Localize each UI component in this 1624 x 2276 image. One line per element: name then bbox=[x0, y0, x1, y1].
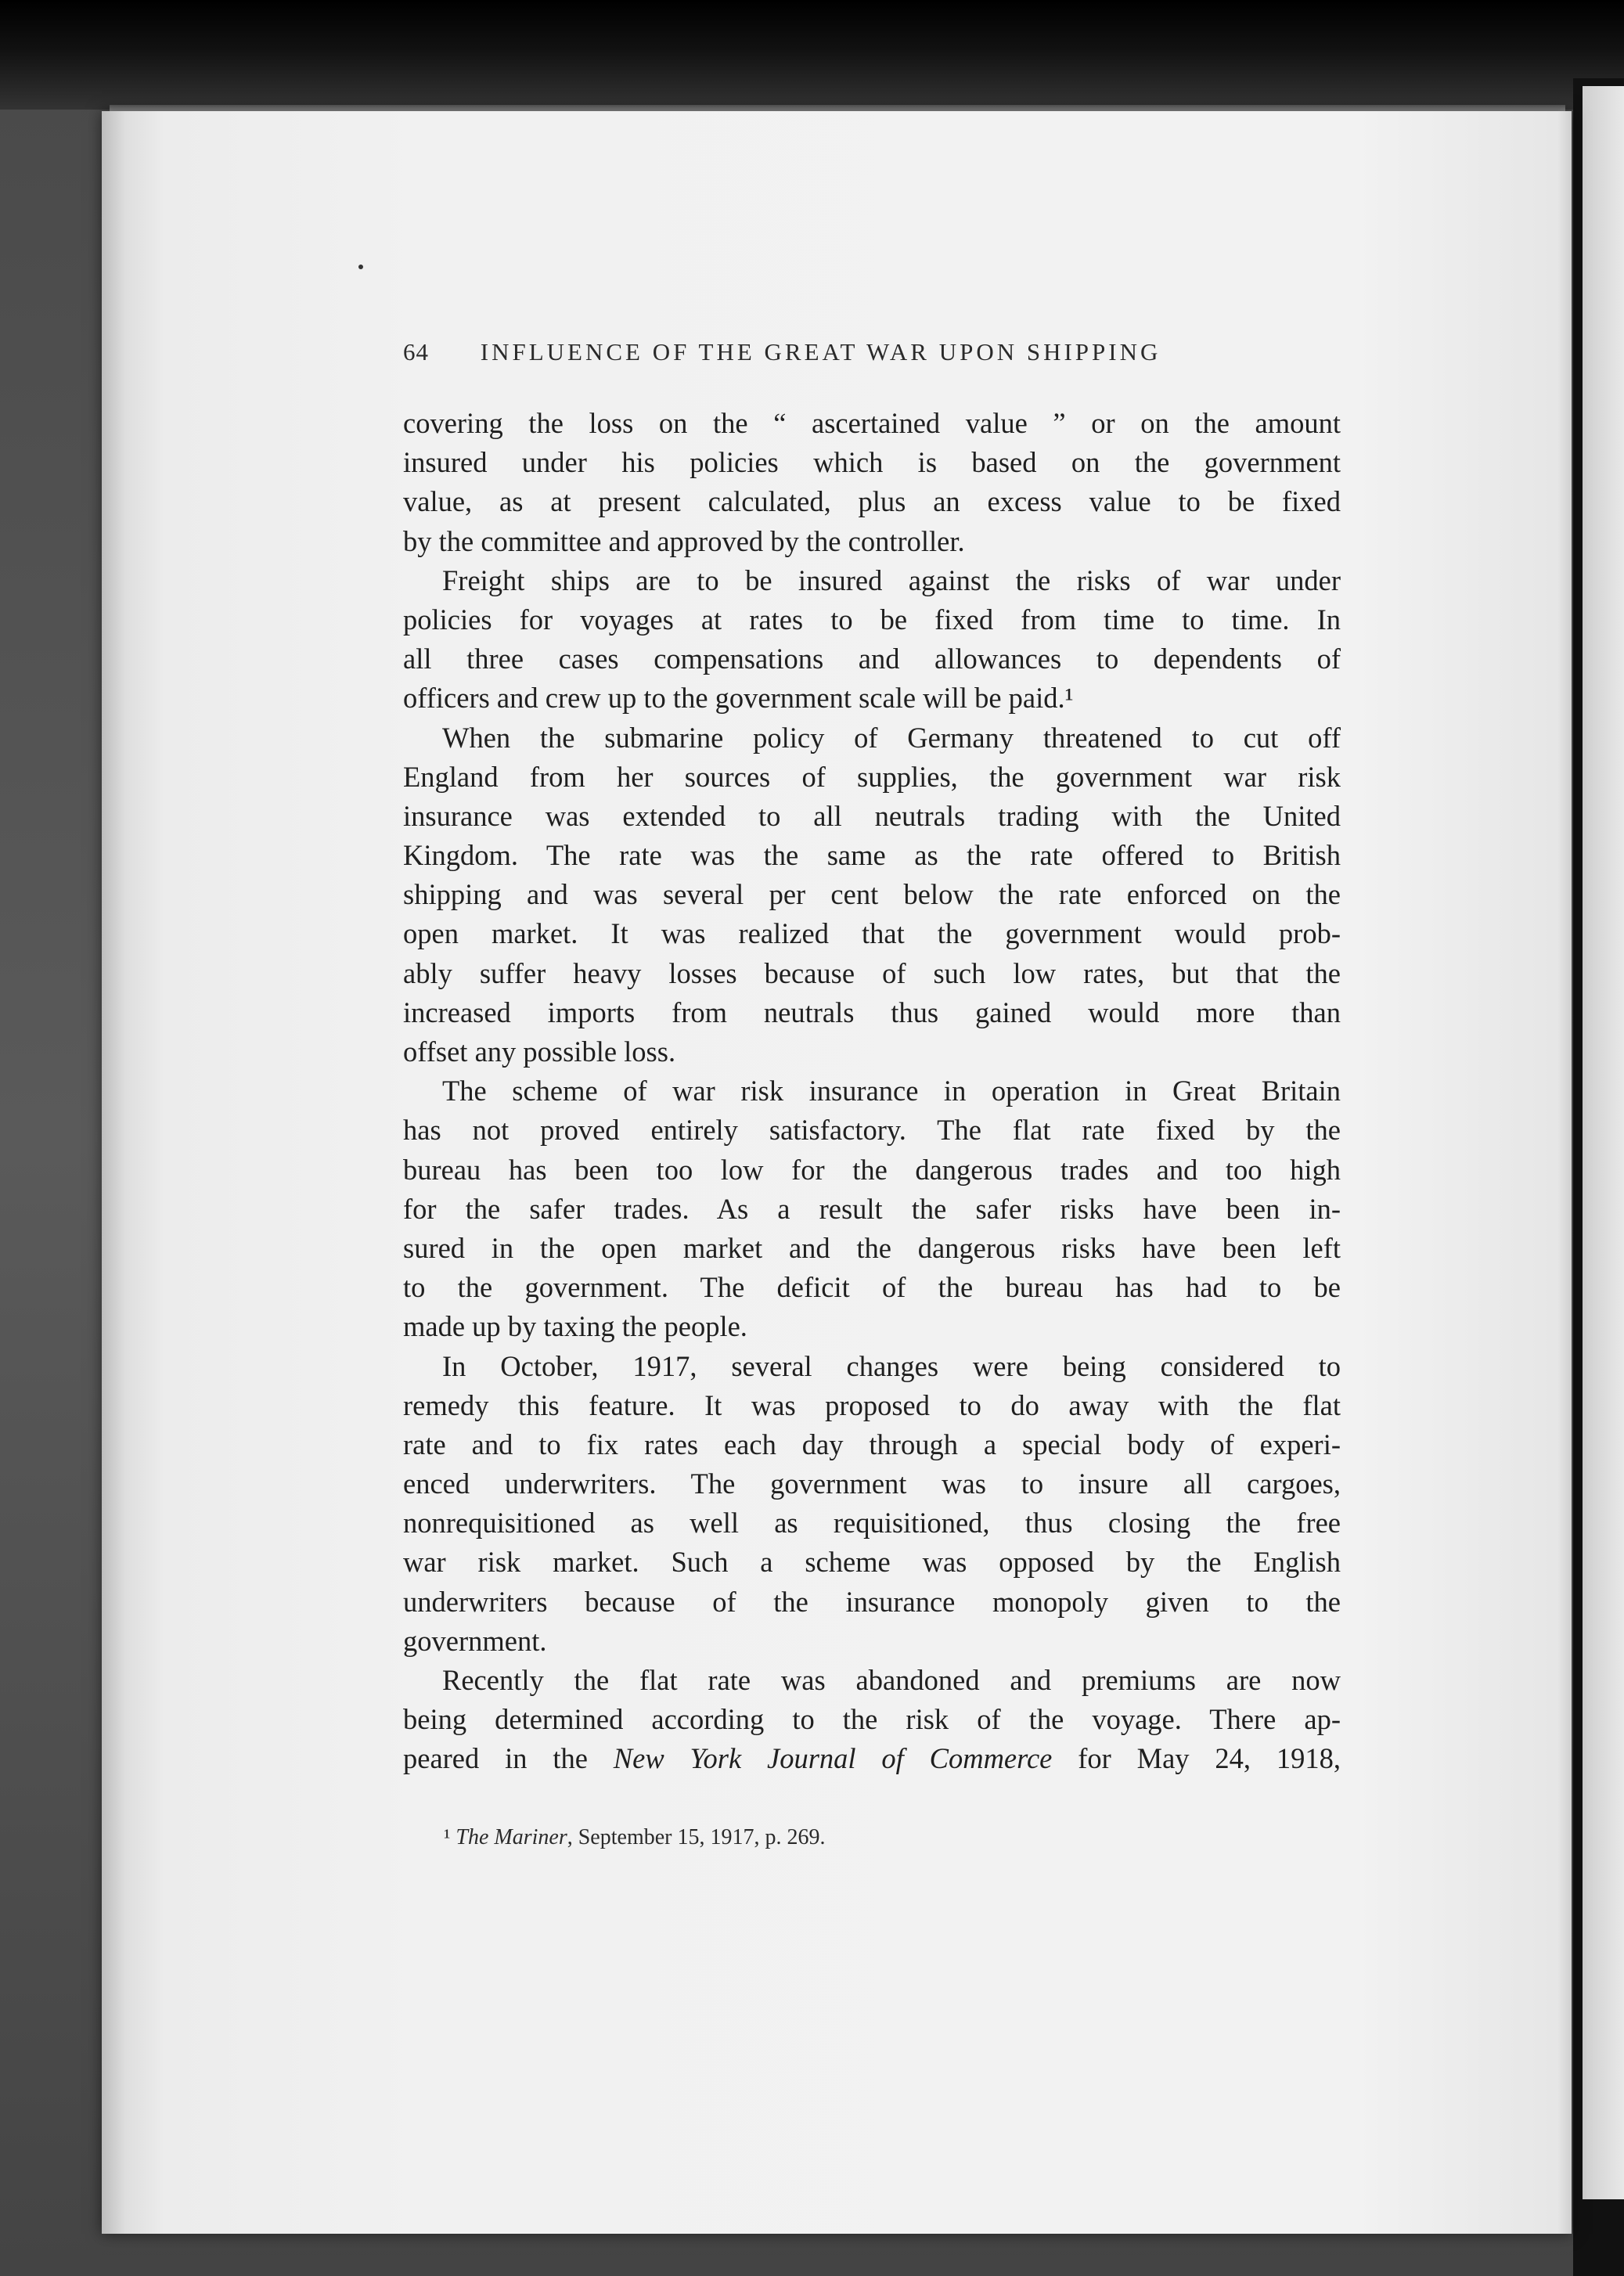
paragraph-first-line: In October, 1917, several changes were being considered to bbox=[442, 1349, 1341, 1382]
text-line: war risk market. Such a scheme was opposed by the English bbox=[403, 1546, 1341, 1579]
footnote bbox=[444, 1824, 1336, 1852]
text-line: covering the loss on the “ ascertained value ” or on the amount bbox=[403, 407, 1341, 439]
publication-title: New York Journal of Commerce bbox=[613, 1742, 1053, 1775]
body-text bbox=[403, 404, 1341, 1779]
footnote-citation: , September 15, 1917, p. 269. bbox=[567, 1825, 826, 1849]
text-line: rate and to fix rates each day through a special body of experi- bbox=[403, 1428, 1341, 1460]
text-line: Kingdom. The rate was the same as the rate offered to British bbox=[403, 839, 1341, 872]
dust-speck bbox=[358, 265, 363, 269]
text-line: government. bbox=[403, 1624, 547, 1657]
text-line: sured in the open market and the dangerous risks have been left bbox=[403, 1231, 1341, 1264]
text-line: underwriters because of the insurance monopoly given to the bbox=[403, 1585, 1341, 1618]
text-line: policies for voyages at rates to be fixed from time to time. In bbox=[403, 603, 1341, 636]
text-line: being determined according to the risk of the voyage. There ap- bbox=[403, 1703, 1341, 1736]
text-line: offset any possible loss. bbox=[403, 1035, 676, 1068]
text-line: insured under his policies which is based on the government bbox=[403, 446, 1341, 479]
running-header bbox=[403, 338, 1342, 369]
text-line: to the government. The deficit of the bureau has had to be bbox=[403, 1271, 1341, 1304]
text-segment: for May 24, 1918, bbox=[1052, 1742, 1341, 1775]
text-line: made up by taxing the people. bbox=[403, 1310, 747, 1343]
text-line: by the committee and approved by the controller. bbox=[403, 524, 965, 557]
text-line: insurance was extended to all neutrals trading with the United bbox=[403, 799, 1341, 832]
text-line: increased imports from neutrals thus gained would more than bbox=[403, 996, 1341, 1028]
paragraph-first-line: When the submarine policy of Germany threatened to cut off bbox=[442, 721, 1341, 754]
text-line: bureau has been too low for the dangerous trades and too high bbox=[403, 1153, 1341, 1186]
text-line: enced underwriters. The government was to insure all cargoes, bbox=[403, 1468, 1341, 1500]
text-line: shipping and was several per cent below the rate enforced on the bbox=[403, 878, 1341, 911]
text-line: ably suffer heavy losses because of such low rates, but that the bbox=[403, 956, 1341, 989]
text-line: all three cases compensations and allowances to dependents of bbox=[403, 643, 1341, 675]
footnote-source: The Mariner bbox=[456, 1825, 567, 1849]
text-segment: peared in the bbox=[403, 1742, 614, 1775]
text-line: England from her sources of supplies, the government war risk bbox=[403, 760, 1341, 793]
text-line: for the safer trades. As a result the safer risks have been in- bbox=[403, 1192, 1341, 1225]
text-line: remedy this feature. It was proposed to do away with the flat bbox=[403, 1388, 1341, 1421]
text-line: nonrequisitioned as well as requisitioned, thus closing the free bbox=[403, 1507, 1341, 1540]
facing-page-edge bbox=[1583, 86, 1624, 2199]
scanner-top-shadow bbox=[0, 0, 1624, 110]
text-line: officers and crew up to the government scale will be paid.¹ bbox=[403, 682, 1074, 715]
text-line: open market. It was realized that the government would prob- bbox=[403, 917, 1341, 950]
paragraph-first-line: Recently the flat rate was abandoned and premiums are now bbox=[442, 1664, 1341, 1696]
text-line: value, as at present calculated, plus an excess value to be fixed bbox=[403, 485, 1341, 518]
paragraph-first-line: Freight ships are to be insured against the risks of war under bbox=[442, 564, 1341, 596]
text-line: has not proved entirely satisfactory. The flat rate fixed by the bbox=[403, 1114, 1341, 1147]
running-title: INFLUENCE OF THE GREAT WAR UPON SHIPPING bbox=[480, 338, 1161, 366]
text-line-with-citation bbox=[403, 1739, 1341, 1778]
paragraph-first-line: The scheme of war risk insurance in operation in Great Britain bbox=[442, 1075, 1341, 1107]
page-number: 64 bbox=[403, 338, 429, 366]
footnote-marker: ¹ bbox=[444, 1825, 456, 1849]
